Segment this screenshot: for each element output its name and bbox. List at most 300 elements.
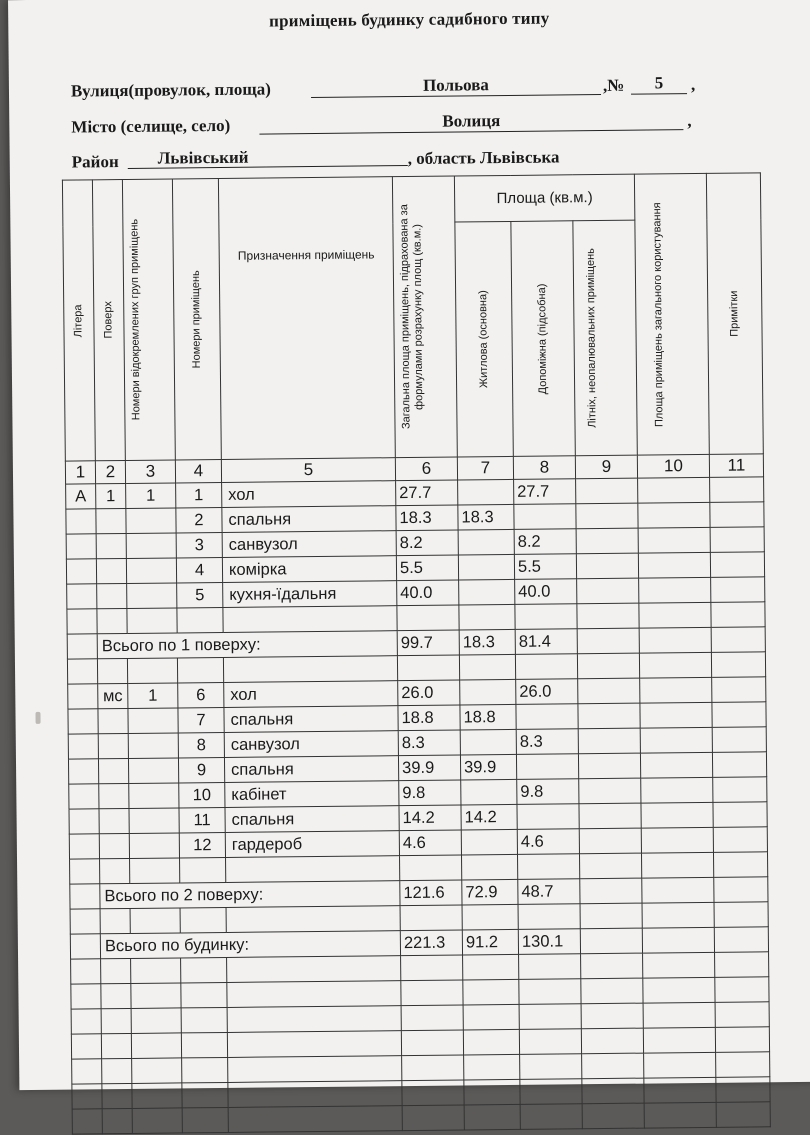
cell-litera: [71, 959, 101, 984]
cell-summer-area: [577, 653, 639, 679]
cell-common-area: [641, 777, 713, 803]
cell-group: [126, 558, 176, 584]
cell-summer-area: [582, 1053, 644, 1079]
cell-summer-area: [580, 928, 642, 954]
cell-room-name: кабінет: [225, 781, 399, 808]
cell-total-area: [402, 1055, 464, 1081]
cell-group: [128, 758, 178, 784]
cell-total-area: 99.7: [397, 630, 459, 656]
cell-common-area: [641, 852, 713, 878]
cell-aux-area: [519, 1004, 581, 1030]
cell-room-number: 8: [178, 732, 224, 757]
cell-empty: [67, 634, 97, 659]
cell-common-area: [639, 652, 711, 678]
cell-aux-area: [519, 1029, 581, 1055]
cell-summer-area: [582, 1078, 644, 1104]
header-room-numbers: Номери приміщень: [172, 179, 221, 460]
cell-aux-area: [517, 854, 579, 880]
cell-common-area: [640, 752, 712, 778]
cell-room-name: [227, 956, 401, 983]
cell-total-area: 8.3: [398, 730, 460, 756]
cell-room-number: 11: [179, 807, 225, 832]
cell-total-area: [402, 1105, 464, 1131]
cell-group: [129, 833, 179, 859]
cell-litera: [72, 1109, 102, 1134]
street-value: Польова: [311, 74, 601, 98]
cell-litera: [68, 734, 98, 759]
header-floor: Поверх: [92, 180, 125, 461]
cell-total-area: [402, 1080, 464, 1106]
cell-room-number: 9: [178, 757, 224, 782]
cell-room-number: 7: [178, 707, 224, 732]
cell-notes: [710, 477, 764, 503]
cell-summer-area: [579, 803, 641, 829]
cell-aux-area: 8.2: [514, 529, 576, 555]
cell-room-name: [227, 981, 401, 1008]
cell-room-number: [177, 657, 223, 682]
cell-notes: [713, 802, 767, 828]
cell-room-number: [180, 857, 226, 882]
cell-aux-area: [520, 1054, 582, 1080]
column-number: 8: [513, 456, 575, 480]
cell-room-name: кухня-їдальня: [223, 581, 397, 608]
cell-notes: [712, 702, 766, 728]
rooms-table: [62, 172, 771, 1134]
cell-group: [128, 733, 178, 759]
cell-total-area: [401, 955, 463, 981]
cell-floor: [100, 858, 130, 883]
cell-litera: [70, 909, 100, 934]
city-label: Місто (селище, село): [71, 115, 231, 137]
cell-aux-area: 26.0: [516, 679, 578, 705]
cell-aux-area: [519, 954, 581, 980]
cell-notes: [711, 627, 765, 653]
cell-aux-area: 81.4: [515, 629, 577, 655]
cell-floor: [98, 733, 128, 758]
cell-litera: [67, 609, 97, 634]
column-number: 10: [637, 454, 709, 478]
cell-living-area: [460, 729, 516, 755]
cell-room-number: [181, 957, 227, 982]
header-auxiliary: Допоміжна (підсобна): [511, 221, 575, 456]
cell-summer-area: [577, 578, 639, 604]
cell-notes: [713, 777, 767, 803]
header-groups: Номери відокремлених груп приміщень: [122, 179, 175, 461]
cell-room-name: [223, 606, 397, 633]
cell-notes: [715, 952, 769, 978]
cell-litera: А: [66, 484, 96, 509]
house-number-label: ,№: [602, 75, 625, 95]
cell-room-number: 10: [179, 782, 225, 807]
cell-room-number: 1: [176, 482, 222, 507]
cell-summer-area: [581, 1028, 643, 1054]
cell-floor: [96, 533, 126, 558]
cell-common-area: [643, 1027, 715, 1053]
cell-room-number: [180, 907, 226, 932]
cell-litera: [69, 784, 99, 809]
cell-room-name: комірка: [222, 556, 396, 583]
cell-living-area: [459, 579, 515, 605]
cell-living-area: [463, 954, 519, 980]
cell-aux-area: [520, 1079, 582, 1105]
cell-notes: [710, 527, 764, 553]
cell-notes: [715, 1002, 769, 1028]
cell-room-number: [181, 1032, 227, 1057]
cell-common-area: [643, 952, 715, 978]
cell-room-number: [181, 982, 227, 1007]
cell-summer-area: [580, 878, 642, 904]
cell-notes: [712, 752, 766, 778]
cell-group: 1: [126, 483, 176, 509]
header-summer: Літніх, неопалювальних приміщень: [573, 221, 637, 456]
district-value: Львівський: [128, 146, 408, 169]
cell-room-name: [228, 1056, 402, 1083]
cell-aux-area: 4.6: [517, 829, 579, 855]
cell-summer-area: [576, 528, 638, 554]
header-notes: Примітки: [706, 173, 763, 455]
cell-total-area: [400, 855, 462, 881]
city-value: Волиця: [259, 109, 683, 134]
cell-notes: [714, 902, 768, 928]
cell-total-area: [401, 1030, 463, 1056]
cell-aux-area: 9.8: [517, 779, 579, 805]
cell-floor: [96, 558, 126, 583]
cell-group: [126, 533, 176, 559]
cell-litera: [70, 859, 100, 884]
header-living: Житлова (основна): [455, 222, 513, 457]
cell-total-area: 26.0: [398, 680, 460, 706]
cell-summer-area: [578, 678, 640, 704]
cell-living-area: [458, 529, 514, 555]
cell-floor: [100, 908, 130, 933]
total-label: Всього по 1 поверху:: [97, 631, 397, 659]
cell-litera: [66, 509, 96, 534]
cell-group: [131, 1033, 181, 1059]
cell-living-area: [458, 479, 514, 505]
cell-notes: [712, 727, 766, 753]
cell-total-area: 14.2: [399, 805, 461, 831]
region-text: , область Львівська: [407, 147, 560, 169]
cell-notes: [716, 1077, 770, 1103]
cell-summer-area: [577, 628, 639, 654]
cell-floor: [97, 608, 127, 633]
cell-group: 1: [128, 683, 178, 709]
cell-floor: [97, 583, 127, 608]
cell-total-area: 221.3: [400, 930, 462, 956]
column-number: 4: [175, 459, 221, 482]
cell-notes: [711, 602, 765, 628]
cell-common-area: [641, 827, 713, 853]
cell-room-name: [226, 856, 400, 883]
cell-room-number: 6: [178, 682, 224, 707]
cell-total-area: 121.6: [400, 880, 462, 906]
cell-summer-area: [576, 503, 638, 529]
cell-group: [132, 1108, 182, 1134]
column-number: 5: [221, 458, 395, 483]
cell-room-name: санвузол: [224, 731, 398, 758]
cell-floor: [101, 983, 131, 1008]
cell-empty: [70, 884, 100, 909]
cell-aux-area: [520, 1104, 582, 1130]
cell-litera: [71, 984, 101, 1009]
cell-common-area: [643, 1002, 715, 1028]
cell-total-area: 9.8: [399, 780, 461, 806]
cell-room-name: спальня: [224, 706, 398, 733]
cell-litera: [66, 534, 96, 559]
cell-notes: [711, 577, 765, 603]
cell-summer-area: [576, 478, 638, 504]
cell-aux-area: [514, 504, 576, 530]
cell-summer-area: [579, 778, 641, 804]
cell-room-number: 5: [177, 582, 223, 607]
column-number: 6: [395, 457, 457, 481]
cell-room-name: гардероб: [225, 831, 399, 858]
cell-floor: 1: [96, 483, 126, 508]
cell-aux-area: [519, 979, 581, 1005]
cell-aux-area: [517, 804, 579, 830]
cell-living-area: [463, 1029, 519, 1055]
cell-total-area: 39.9: [398, 755, 460, 781]
cell-total-area: [397, 605, 459, 631]
cell-living-area: 39.9: [460, 754, 516, 780]
cell-litera: [66, 559, 96, 584]
cell-group: [129, 783, 179, 809]
cell-living-area: 18.8: [460, 704, 516, 730]
header-total-area: Загальна площа приміщень, підрахована за формулами розрахунку площ (кв.м.): [392, 176, 457, 458]
cell-litera: [71, 1034, 101, 1059]
cell-total-area: 27.7: [396, 480, 458, 506]
cell-room-name: [228, 1106, 402, 1133]
cell-litera: [69, 809, 99, 834]
cell-common-area: [638, 552, 710, 578]
cell-common-area: [640, 702, 712, 728]
cell-common-area: [642, 927, 714, 953]
city-comma: ,: [687, 111, 692, 131]
cell-floor: [98, 708, 128, 733]
cell-common-area: [638, 527, 710, 553]
cell-floor: [99, 808, 129, 833]
cell-notes: [711, 652, 765, 678]
cell-room-name: [228, 1081, 402, 1108]
cell-aux-area: 27.7: [514, 479, 576, 505]
cell-floor: мс: [98, 683, 128, 708]
cell-group: [132, 1083, 182, 1109]
cell-living-area: [462, 904, 518, 930]
column-number: 11: [709, 454, 763, 478]
total-label: Всього по 2 поверху:: [100, 881, 400, 909]
cell-living-area: [464, 1079, 520, 1105]
cell-notes: [716, 1102, 770, 1128]
column-number: 1: [65, 461, 95, 484]
cell-floor: [101, 1008, 131, 1033]
cell-room-number: [177, 607, 223, 632]
cell-room-name: [226, 906, 400, 933]
cell-floor: [98, 758, 128, 783]
cell-common-area: [644, 1077, 716, 1103]
cell-living-area: [461, 854, 517, 880]
cell-common-area: [644, 1052, 716, 1078]
cell-room-number: [182, 1107, 228, 1132]
cell-living-area: [458, 554, 514, 580]
cell-room-name: спальня: [224, 756, 398, 783]
cell-group: [131, 958, 181, 984]
cell-common-area: [640, 677, 712, 703]
cell-aux-area: [518, 904, 580, 930]
header-area-group: Площа (кв.м.): [454, 174, 634, 222]
cell-total-area: [400, 905, 462, 931]
column-number: 2: [95, 460, 125, 483]
cell-summer-area: [576, 553, 638, 579]
cell-litera: [68, 709, 98, 734]
cell-living-area: 72.9: [462, 879, 518, 905]
cell-room-name: санвузол: [222, 531, 396, 558]
cell-group: [131, 983, 181, 1009]
cell-notes: [710, 552, 764, 578]
cell-notes: [714, 927, 768, 953]
cell-floor: [102, 1083, 132, 1108]
cell-group: [127, 658, 177, 684]
cell-room-number: [181, 1007, 227, 1032]
cell-common-area: [639, 577, 711, 603]
cell-summer-area: [579, 828, 641, 854]
cell-common-area: [642, 902, 714, 928]
cell-common-area: [638, 502, 710, 528]
cell-notes: [713, 827, 767, 853]
street-comma: ,: [690, 75, 696, 95]
cell-group: [129, 808, 179, 834]
cell-floor: [96, 508, 126, 533]
punch-hole: [35, 712, 40, 724]
cell-litera: [69, 834, 99, 859]
cell-floor: [97, 658, 127, 683]
street-label: Вулиця(провулок, площа): [70, 79, 271, 101]
cell-summer-area: [578, 753, 640, 779]
cell-total-area: [397, 655, 459, 681]
cell-total-area: [401, 1005, 463, 1031]
column-number: 9: [575, 455, 637, 479]
cell-living-area: [463, 1004, 519, 1030]
cell-litera: [72, 1059, 102, 1084]
cell-group: [126, 508, 176, 534]
cell-notes: [710, 502, 764, 528]
cell-total-area: 40.0: [397, 580, 459, 606]
cell-common-area: [641, 802, 713, 828]
cell-room-number: [182, 1057, 228, 1082]
cell-aux-area: 5.5: [514, 554, 576, 580]
cell-living-area: [461, 829, 517, 855]
document-page: [8, 0, 810, 1090]
cell-notes: [714, 877, 768, 903]
cell-total-area: 18.3: [396, 505, 458, 531]
cell-room-name: хол: [224, 681, 398, 708]
cell-total-area: 4.6: [399, 830, 461, 856]
cell-summer-area: [578, 703, 640, 729]
cell-aux-area: 130.1: [518, 929, 580, 955]
cell-notes: [716, 1052, 770, 1078]
header-common-area: Площа приміщень загального користування: [634, 173, 709, 455]
cell-room-number: 3: [176, 532, 222, 557]
cell-aux-area: [516, 754, 578, 780]
cell-empty: [70, 934, 100, 959]
cell-litera: [68, 684, 98, 709]
cell-common-area: [639, 602, 711, 628]
cell-room-name: [223, 656, 397, 683]
cell-aux-area: 40.0: [515, 579, 577, 605]
cell-living-area: [459, 604, 515, 630]
cell-floor: [99, 833, 129, 858]
cell-room-name: хол: [222, 481, 396, 508]
cell-summer-area: [579, 853, 641, 879]
page-title: приміщень будинку садибного типу: [268, 8, 550, 31]
cell-total-area: [401, 980, 463, 1006]
cell-litera: [67, 659, 97, 684]
cell-aux-area: [516, 704, 578, 730]
cell-living-area: 14.2: [461, 804, 517, 830]
cell-litera: [67, 584, 97, 609]
cell-aux-area: [515, 604, 577, 630]
cell-living-area: [464, 1104, 520, 1130]
cell-litera: [72, 1084, 102, 1109]
header-litera: Літера: [62, 180, 95, 461]
cell-summer-area: [581, 953, 643, 979]
cell-living-area: 18.3: [458, 504, 514, 530]
cell-total-area: 8.2: [396, 530, 458, 556]
cell-notes: [715, 1027, 769, 1053]
cell-summer-area: [578, 728, 640, 754]
cell-aux-area: 8.3: [516, 729, 578, 755]
cell-summer-area: [581, 978, 643, 1004]
cell-living-area: [460, 679, 516, 705]
cell-common-area: [643, 977, 715, 1003]
cell-notes: [712, 677, 766, 703]
cell-summer-area: [581, 1003, 643, 1029]
cell-living-area: [459, 654, 515, 680]
cell-living-area: 18.3: [459, 629, 515, 655]
cell-floor: [102, 1108, 132, 1133]
cell-living-area: [464, 1054, 520, 1080]
cell-common-area: [644, 1102, 716, 1128]
cell-group: [127, 583, 177, 609]
cell-litera: [71, 1009, 101, 1034]
cell-common-area: [638, 477, 710, 503]
cell-floor: [101, 1033, 131, 1058]
total-label: Всього по будинку:: [100, 931, 400, 959]
cell-room-name: [227, 1031, 401, 1058]
cell-common-area: [639, 627, 711, 653]
header-purpose: Призначення приміщень: [218, 177, 395, 460]
cell-room-number: 2: [176, 507, 222, 532]
cell-common-area: [640, 727, 712, 753]
cell-common-area: [642, 877, 714, 903]
cell-living-area: [461, 779, 517, 805]
cell-room-name: [227, 1006, 401, 1033]
cell-notes: [715, 977, 769, 1003]
cell-group: [128, 708, 178, 734]
cell-room-name: спальня: [225, 806, 399, 833]
cell-summer-area: [582, 1103, 644, 1129]
cell-group: [130, 858, 180, 884]
cell-room-name: спальня: [222, 506, 396, 533]
cell-total-area: 5.5: [396, 555, 458, 581]
cell-room-number: 12: [179, 832, 225, 857]
cell-floor: [101, 958, 131, 983]
cell-group: [130, 908, 180, 934]
district-label: Район: [71, 152, 119, 172]
cell-notes: [713, 852, 767, 878]
cell-room-number: [182, 1082, 228, 1107]
column-number: 7: [457, 456, 513, 480]
cell-aux-area: 48.7: [518, 879, 580, 905]
